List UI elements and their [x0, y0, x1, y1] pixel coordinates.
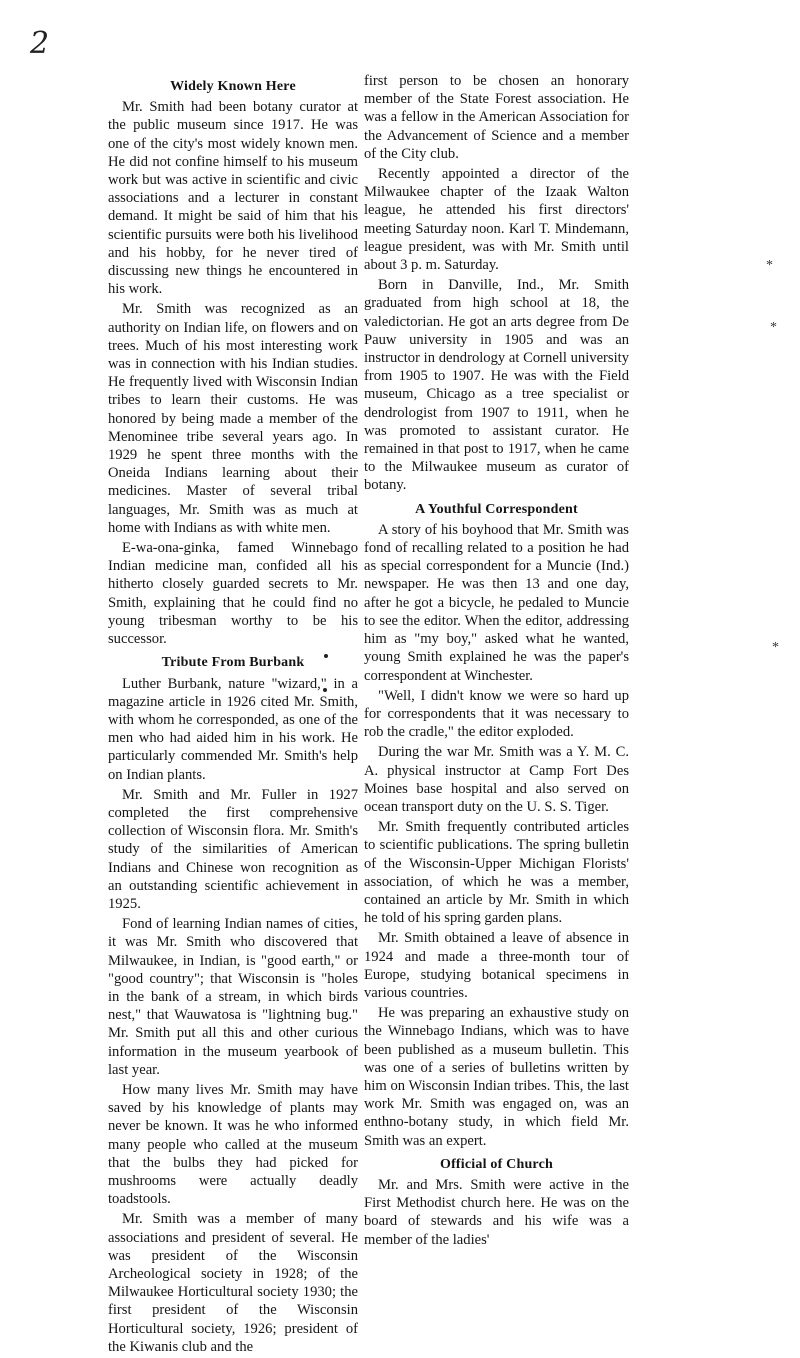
page-number: 2 — [30, 26, 50, 61]
margin-mark: * — [766, 258, 773, 273]
left-column — [108, 76, 358, 1358]
section-continuation — [364, 72, 629, 495]
right-column — [364, 72, 629, 1251]
paragraph: During the war Mr. Smith was a Y. M. C. A. physical instructor at Camp Fort Des Moines base hospital and also served on ocean transport duty on the U. S. S. Tiger. — [364, 744, 629, 815]
margin-mark: * — [772, 640, 779, 655]
paragraph: Mr. Smith was a member of many associations and president of several. He was president of the Wisconsin Archeological society in 1928; of the Milwaukee Horticultural society 1930; the first president of the Wisconsin Horticultural society, 1926; president of the Kiwanis club and the — [108, 1211, 358, 1355]
section-youthful-correspondent — [364, 501, 629, 1150]
paragraph: "Well, I didn't know we were so hard up for correspondents that it was necessary to rob the cradle," the editor exploded. — [364, 687, 629, 741]
section-tribute-burbank — [108, 654, 358, 1356]
paragraph: Fond of learning Indian names of cities, it was Mr. Smith who discovered that Milwaukee, in Indian, is "good earth," or "good country"; that Wisconsin is "holes in the bank of a stream, in which birds nest," that Wauwatosa is "lightning bug." Mr. Smith put all this and other curious information in the museum yearbook of last year. — [108, 916, 358, 1078]
paragraph: Born in Danville, Ind., Mr. Smith graduated from high school at 18, the valedictorian. He got an arts degree from De Pauw university in 1905 and was an instructor in dendrology at Cornell university from 1905 to 1907. He was with the Field museum, Chicago as a tree specialist or dendrologist from 1907 to 1911, when he was promoted to assistant curator. He remained in that post to 1917, when he came to the Milwaukee museum as curator of botany. — [364, 277, 629, 494]
paragraph: He was preparing an exhaustive study on the Winnebago Indians, which was to have been published as a museum bulletin. This was one of a series of bulletins written by him on Wisconsin Indian tribes. This, the last work Mr. Smith was engaged on, was an enthno-botany study, in which field Mr. Smith was an expert. — [364, 1005, 629, 1149]
paragraph: A story of his boyhood that Mr. Smith was fond of recalling related to a position he had as special correspondent for a Muncie (Ind.) newspaper. He was then 13 and one day, after he got a bicycle, he pedaled to Muncie to see the editor. When the editor, addressing him as "my boy," asked what he wanted, young Smith explained he was the paper's correspondent at Winchester. — [364, 521, 629, 684]
section-heading: Widely Known Here — [170, 79, 296, 94]
paragraph: first person to be chosen an honorary member of the State Forest association. He was a fellow in the American Association for the Advancement of Science and a member of the City club. — [364, 73, 629, 162]
paragraph: Recently appointed a director of the Milwaukee chapter of the Izaak Walton league, he attended his first directors' meeting Saturday noon. Karl T. Mindemann, league president, was with Mr. Smith until about 3 p. m. Saturday. — [364, 166, 629, 274]
section-official-church — [364, 1156, 629, 1249]
paragraph: Mr. Smith and Mr. Fuller in 1927 completed the first comprehensive collection of Wisconsin flora. Mr. Smith's study of the similarities of American Indians and Chinese won recognition as an outstanding scientific achievement in 1925. — [108, 786, 358, 912]
paragraph: Mr. Smith was recognized as an authority on Indian life, on flowers and on trees. Much of his most interesting work was in connection with his Indian studies. He frequently lived with Wisconsin Indian tribes to learn their customs. He was honored by being made a member of the Menominee tribe several years ago. In 1929 he spent three months with the Oneida Indians learning about their medicines. Master of several tribal languages, Mr. Smith was as much at home with Indians as with white men. — [108, 301, 358, 536]
paragraph: How many lives Mr. Smith may have saved by his knowledge of plants may never be known. It was he who informed many people who called at the museum that the bulbs they had picked for mushrooms were actually deadly toadstools. — [108, 1081, 358, 1208]
paragraph: Mr. Smith frequently contributed articles to scientific publications. The spring bulletin of the Wisconsin-Upper Michigan Florists' association, of which he was a member, contained an article by Mr. Smith in which he told of his spring garden plans. — [364, 819, 629, 927]
paragraph: Mr. Smith had been botany curator at the public museum since 1917. He was one of the city's most widely known men. He did not confine himself to his museum work but was active in scientific and civic associations and a lecturer in constant demand. It might be said of him that his scientific pursuits were both his livelihood and his hobby, for he never tired of discussing new things he encountered in his work. — [108, 99, 358, 298]
paragraph: Mr. and Mrs. Smith were active in the First Methodist church here. He was on the board of stewards and his wife was a member of the ladies' — [364, 1176, 629, 1248]
section-widely-known — [108, 78, 358, 648]
section-heading: Official of Church — [439, 1156, 553, 1172]
margin-mark: * — [770, 320, 777, 335]
paragraph: Luther Burbank, nature "wizard," in a magazine article in 1926 cited Mr. Smith, with whom he corresponded, as one of the men who had aided him in his work. He particularly commended Mr. Smith's help on Indian plants. — [108, 675, 358, 783]
section-heading: Tribute From Burbank — [161, 655, 305, 671]
section-heading: A Youthful Correspondent — [415, 501, 578, 517]
paragraph: E-wa-ona-ginka, famed Winnebago Indian medicine man, confided all his hitherto closely guarded secrets to Mr. Smith, explaining that he could find no young tribesman worthy to be his successor. — [108, 540, 358, 648]
paragraph: Mr. Smith obtained a leave of absence in 1924 and made a three-month tour of Europe, studying botanical specimens in various countries. — [364, 930, 629, 1001]
